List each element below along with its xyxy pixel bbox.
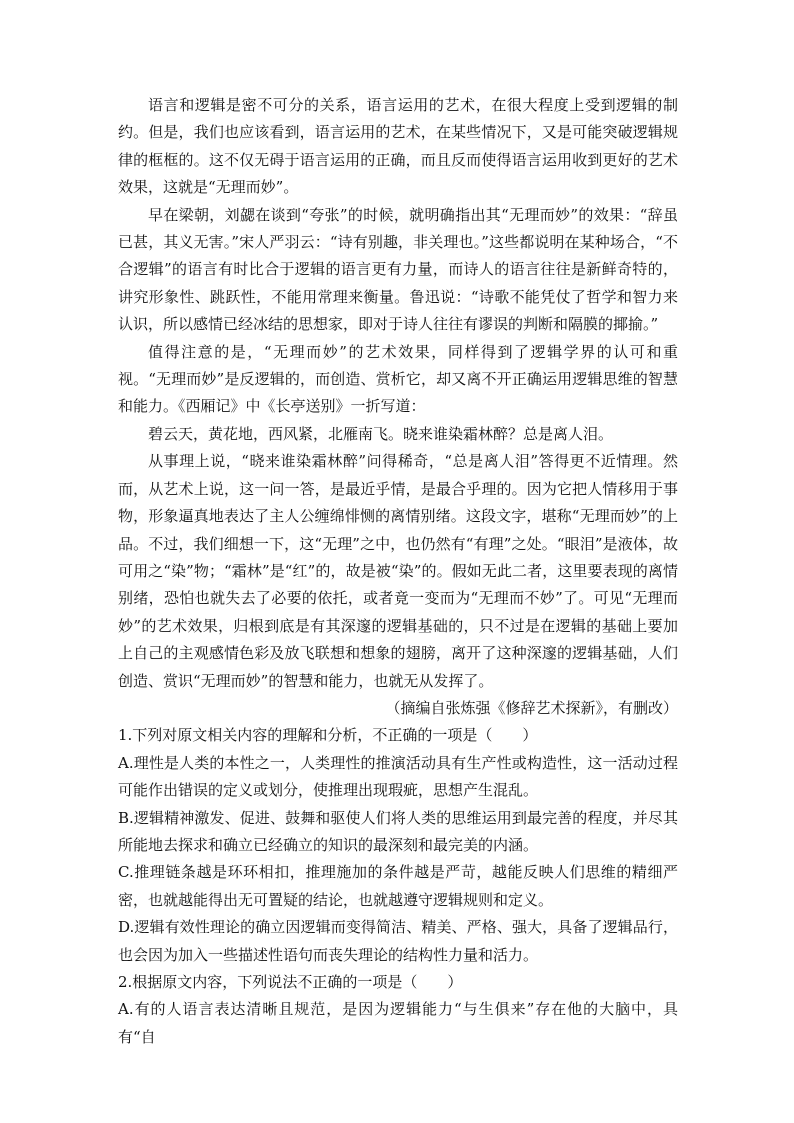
question-2-option-a: A.有的人语言表达清晰且规范，是因为逻辑能力“与生俱来”存在他的大脑中，具有“自 [118,1000,678,1046]
question-1-option-d: D.逻辑有效性理论的确立因逻辑而变得简洁、精美、严格、强大，具备了逻辑品行，也会因为加入一些描述性语句而丧失理论的结构性力量和活力。 [118,918,678,964]
passage-paragraph-1: 语言和逻辑是密不可分的关系，语言运用的艺术，在很大程度上受到逻辑的制约。但是，我们也应该看到，语言运用的艺术，在某些情况下，又是可能突破逻辑规律的框框的。这不仅无碍于语言运用的正确，而且反而使得语言运用收到更好的艺术效果，这就是“无理而妙”。 [118,96,678,197]
passage-paragraph-5: 从事理上说，“晓来谁染霜林醉”问得稀奇，“总是离人泪”答得更不近情理。然而，从艺术上说，这一问一答，是最近乎情，是最合乎理的。因为它把人情移用于事物，形象逼真地表达了主人公缠绵悱恻的离情别绪。这段文字，堪称“无理而妙”的上品。不过，我们细想一下，这“无理”之中，也仍然有“有理”之处。“眼泪”是液体，故可用之“染”物；“霜林”是“红”的，故是被“染”的。假如无此二者，这里要表现的离情别绪，恐怕也就失去了必要的依托，或者竟一变而为“无理而不妙”了。可见“无理而妙”的艺术效果，归根到底是有其深邃的逻辑基础的，只不过是在逻辑的基础上要加上自己的主观感情色彩及放飞联想和想象的翅膀，离开了这种深邃的逻辑基础，人们创造、赏识“无理而妙”的智慧和能力，也就无从发挥了。 [118,452,678,690]
passage-quote-poem: 碧云天，黄花地，西风紧，北雁南飞。晓来谁染霜林醉？总是离人泪。 [148,424,614,443]
question-2-stem: 2.根据原文内容，下列说法不正确的一项是（ ） [118,973,463,991]
document-page [118,92,678,1051]
question-1-stem: 1.下列对原文相关内容的理解和分析，不正确的一项是（ ） [118,726,538,745]
question-1-option-b: B.逻辑精神激发、促进、鼓舞和驱使人们将人类的思维运用到最完善的程度，并尽其所能地去探求和确立已经确立的知识的最深刻和最完美的内涵。 [118,808,678,854]
question-1-option-a: A.理性是人类的本性之一，人类理性的推演活动具有生产性或构造性，这一活动过程可能作出错误的定义或划分，使推理出现瑕疵，思想产生混乱。 [118,753,678,800]
passage-source: （摘编自张炼强《修辞艺术探新》，有删改） [385,698,678,717]
passage-paragraph-3: 值得注意的是，“无理而妙”的艺术效果，同样得到了逻辑学界的认可和重视。“无理而妙”是反逻辑的，而创造、赏析它，却又离不开正确运用逻辑思维的智慧和能力。《西厢记》中《长亭送别》一折写道： [118,342,678,416]
passage-paragraph-2: 早在梁朝，刘勰在谈到“夸张”的时候，就明确指出其“无理而妙”的效果：“辞虽已甚，其义无害。”宋人严羽云：“诗有别趣，非关理也。”这些都说明在某种场合，“不合逻辑”的语言有时比合于逻辑的语言更有力量，而诗人的语言往往是新鲜奇特的，讲究形象性、跳跃性，不能用常理来衡量。鲁迅说：“诗歌不能凭仗了哲学和智力来认识，所以感情已经冰结的思想家，即对于诗人往往有谬误的判断和隔膜的揶揄。” [118,205,678,334]
question-1-option-c: C.推理链条越是环环相扣，推理施加的条件越是严苛，越能反映人们思维的精细严密，也就越能得出无可置疑的结论，也就越遵守逻辑规则和定义。 [118,863,678,909]
